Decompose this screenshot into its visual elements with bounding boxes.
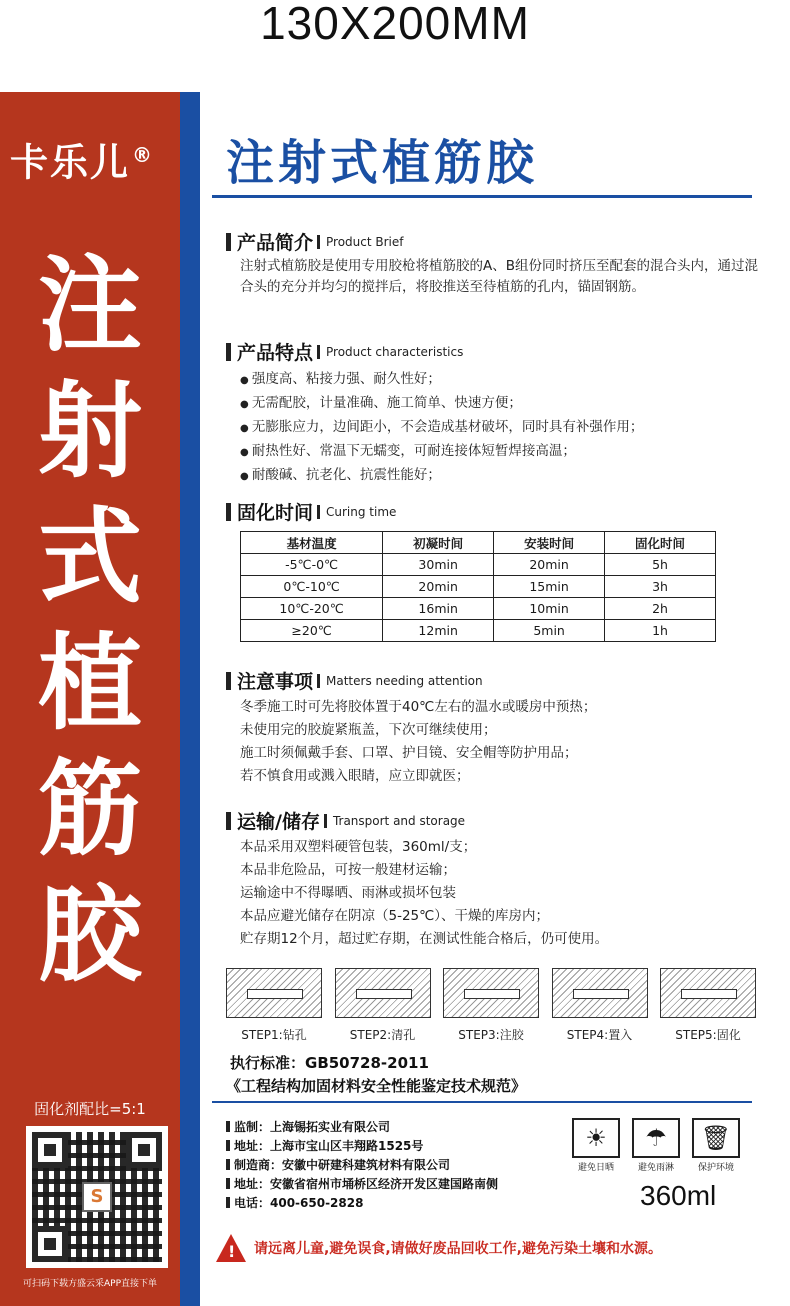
section-title: 产品简介 xyxy=(237,232,314,254)
attention-line: 施工时须佩戴手套、口罩、护目镜、安全帽等防护用品； xyxy=(240,745,578,761)
recycle-bin-icon: 🗑 xyxy=(692,1118,740,1158)
section-bar xyxy=(226,233,231,251)
table-row xyxy=(241,576,716,598)
info-divider xyxy=(212,1101,752,1103)
handling-item xyxy=(570,1118,622,1173)
section-title: 固化时间 xyxy=(237,502,314,524)
step-drill xyxy=(226,968,322,1043)
step-clean xyxy=(335,968,431,1043)
characteristics-list xyxy=(240,368,760,488)
vertical-char: 式 xyxy=(37,496,142,618)
table-cell: 12min xyxy=(383,620,494,642)
section-bar xyxy=(317,674,320,688)
table-header: 固化时间 xyxy=(605,532,716,554)
section-bar xyxy=(317,345,320,359)
info-line: 电话：400-650-2828 xyxy=(226,1194,498,1213)
section-bar xyxy=(226,503,231,521)
handling-item xyxy=(630,1118,682,1173)
icon-caption: 避免日晒 xyxy=(577,1163,614,1173)
table-cell: 20min xyxy=(494,554,605,576)
drill-hole xyxy=(356,989,412,999)
section-bar xyxy=(324,814,327,828)
step-label: STEP4:置入 xyxy=(566,1028,633,1042)
size-title: 130X200MM xyxy=(260,0,530,49)
section-bar xyxy=(317,505,320,519)
icon-caption: 避免雨淋 xyxy=(637,1163,674,1173)
section-subtitle: Matters needing attention xyxy=(326,673,483,688)
install-steps xyxy=(226,968,756,1043)
list-item: ● 耐酸碱、抗老化、抗震性能好； xyxy=(240,464,760,488)
table-row xyxy=(241,554,716,576)
blue-stripe xyxy=(180,92,200,1306)
volume: 360ml xyxy=(640,1180,717,1211)
qr-finder-icon xyxy=(126,1132,162,1168)
step-cure xyxy=(660,968,756,1043)
table-cell: 0℃-10℃ xyxy=(241,576,383,598)
step-label: STEP1:钻孔 xyxy=(241,1028,307,1042)
attention-lines xyxy=(240,696,760,788)
info-line: 地址：安徽省宿州市埇桥区经济开发区建国路南侧 xyxy=(226,1175,498,1194)
section-subtitle: Curing time xyxy=(326,504,397,519)
table-row xyxy=(241,620,716,642)
title-rule xyxy=(212,195,752,198)
section-head-brief xyxy=(226,228,404,255)
table-header: 基材温度 xyxy=(241,532,383,554)
section-subtitle: Product Brief xyxy=(326,234,404,249)
brush-icon xyxy=(335,968,431,1018)
info-line: 地址：上海市宝山区丰翔路1525号 xyxy=(226,1137,498,1156)
table-cell: 16min xyxy=(383,598,494,620)
sun-avoid-icon: ☀ xyxy=(572,1118,620,1158)
drill-hole xyxy=(247,989,303,999)
section-bar xyxy=(226,343,231,361)
storage-line: 本品非危险品，可按一般建材运输； xyxy=(240,862,456,878)
attention-line: 未使用完的胶旋紧瓶盖，下次可继续使用； xyxy=(240,722,497,738)
brand-logo xyxy=(10,130,175,188)
handling-item xyxy=(690,1118,742,1173)
section-bar xyxy=(317,235,320,249)
table-cell: 30min xyxy=(383,554,494,576)
step-insert xyxy=(552,968,648,1043)
section-subtitle: Transport and storage xyxy=(332,813,466,828)
qr-pattern xyxy=(32,1132,162,1262)
section-title: 注意事项 xyxy=(237,671,314,693)
info-line: 制造商：安徽中研建科建筑材料有限公司 xyxy=(226,1156,498,1175)
drill-icon xyxy=(226,968,322,1018)
vertical-char: 筋 xyxy=(37,748,142,870)
list-item: ● 强度高、粘接力强、耐久性好； xyxy=(240,368,760,392)
step-label: STEP5:固化 xyxy=(675,1028,741,1042)
vertical-char: 射 xyxy=(37,370,142,492)
drill-hole xyxy=(573,989,629,999)
list-item: ● 无需配胶，计量准确、施工简单、快速方便； xyxy=(240,392,760,416)
brief-text: 注射式植筋胶是使用专用胶枪将植筋胶的A、B组份同时挤压至配套的混合头内，通过混合头的充分并均匀的搅拌后，将胶推送至待植筋的孔内，锚固钢筋。 xyxy=(240,258,758,295)
vertical-product-title xyxy=(0,244,180,996)
table-row xyxy=(241,598,716,620)
storage-line: 运输途中不得曝晒、雨淋或损坏包装 xyxy=(240,885,456,901)
storage-line: 本品应避光储存在阴凉（5-25℃）、干燥的库房内； xyxy=(240,908,550,924)
step-label: STEP2:清孔 xyxy=(349,1028,416,1042)
clock-icon xyxy=(660,968,756,1018)
section-bar xyxy=(226,672,231,690)
storage-line: 贮存期12个月，超过贮存期，在测试性能合格后，仍可使用。 xyxy=(240,931,609,947)
table-header: 安装时间 xyxy=(494,532,605,554)
umbrella-icon: ☂ xyxy=(632,1118,680,1158)
warning-banner xyxy=(216,1234,662,1262)
warning-icon xyxy=(216,1234,246,1262)
qr-finder-icon xyxy=(32,1132,68,1168)
handling-icons xyxy=(570,1118,742,1173)
storage-lines xyxy=(240,836,760,951)
spec-title: 《工程结构加固材料安全性能鉴定技术规范》 xyxy=(226,1077,527,1095)
table-cell: 15min xyxy=(494,576,605,598)
drill-hole xyxy=(681,989,737,999)
table-cell: 10℃-20℃ xyxy=(241,598,383,620)
table-cell: 20min xyxy=(383,576,494,598)
table-cell: ≥20℃ xyxy=(241,620,383,642)
section-head-characteristics xyxy=(226,338,463,365)
table-cell: 2h xyxy=(605,598,716,620)
section-title: 运输/储存 xyxy=(237,811,320,833)
attention-line: 冬季施工时可先将胶体置于40℃左右的温水或暖房中预热； xyxy=(240,699,597,715)
section-head-storage xyxy=(226,807,465,834)
warning-text: 请远离儿童,避免误食,请做好废品回收工作,避免污染土壤和水源。 xyxy=(254,1241,662,1257)
section-head-curing xyxy=(226,498,396,525)
vertical-char: 注 xyxy=(37,244,142,366)
table-cell: 5h xyxy=(605,554,716,576)
qr-logo-icon: S xyxy=(82,1182,112,1212)
standard: 执行标准：GB50728-2011 xyxy=(230,1054,429,1072)
vertical-char: 胶 xyxy=(37,874,142,996)
step-inject xyxy=(443,968,539,1043)
list-item: ● 耐热性好、常温下无蠕变，可耐连接体短暂焊接高温； xyxy=(240,440,760,464)
brand-name: 卡乐儿 xyxy=(10,140,131,185)
manufacturer-info xyxy=(226,1118,498,1213)
section-head-attention xyxy=(226,667,483,694)
table-header: 初凝时间 xyxy=(383,532,494,554)
section-subtitle: Product characteristics xyxy=(326,344,464,359)
drill-hole xyxy=(464,989,520,999)
step-label: STEP3:注胶 xyxy=(458,1028,524,1042)
table-cell: -5℃-0℃ xyxy=(241,554,383,576)
info-line: 监制：上海锡拓实业有限公司 xyxy=(226,1118,498,1137)
qr-code[interactable] xyxy=(26,1126,168,1268)
rebar-icon xyxy=(552,968,648,1018)
icon-caption: 保护环境 xyxy=(697,1163,734,1173)
qr-caption: 可扫码下载方盛云采APP直接下单 xyxy=(22,1279,157,1289)
nozzle-icon xyxy=(443,968,539,1018)
table-cell: 3h xyxy=(605,576,716,598)
section-title: 产品特点 xyxy=(237,342,314,364)
mix-ratio: 固化剂配比=5:1 xyxy=(34,1100,146,1118)
section-bar xyxy=(226,812,231,830)
list-item: ● 无膨胀应力，边间距小，不会造成基材破坏，同时具有补强作用； xyxy=(240,416,760,440)
registered-mark: ® xyxy=(132,143,155,167)
qr-finder-icon xyxy=(32,1226,68,1262)
storage-line: 本品采用双塑料硬管包装，360ml/支； xyxy=(240,839,477,855)
table-cell: 1h xyxy=(605,620,716,642)
vertical-char: 植 xyxy=(37,622,142,744)
attention-line: 若不慎食用或溅入眼睛，应立即就医； xyxy=(240,768,470,784)
table-cell: 10min xyxy=(494,598,605,620)
table-header-row xyxy=(241,532,716,554)
table-cell: 5min xyxy=(494,620,605,642)
main-title: 注射式植筋胶 xyxy=(226,135,539,191)
curing-table xyxy=(240,531,716,642)
